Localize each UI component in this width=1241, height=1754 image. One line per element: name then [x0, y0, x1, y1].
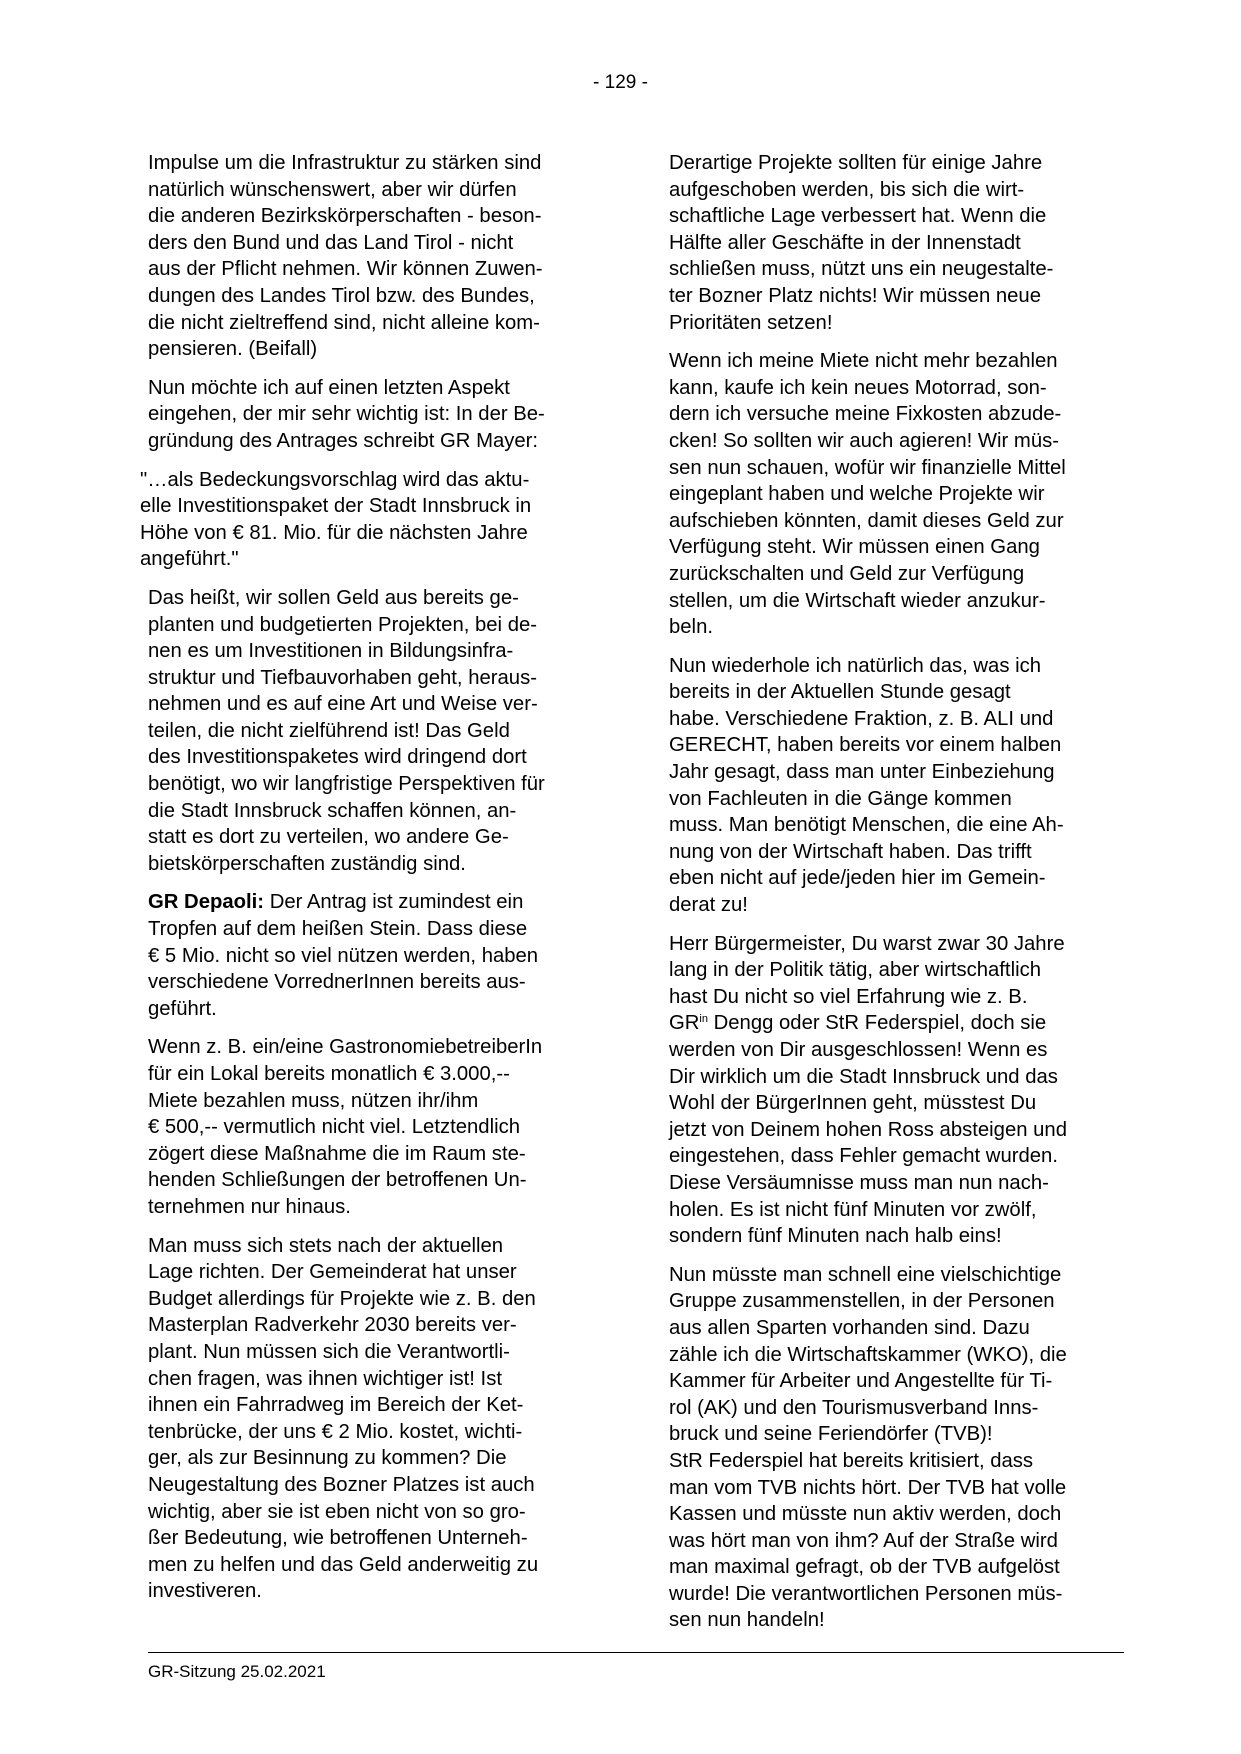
text-line: dern ich versuche meine Fixkosten abzude-	[669, 403, 1062, 426]
text-line: man maximal gefragt, ob der TVB aufgelöst	[669, 1556, 1060, 1579]
text-line: holen. Es ist nicht fünf Minuten vor zwölf,	[669, 1198, 1037, 1221]
text-line: ders den Bund und das Land Tirol - nicht	[148, 231, 514, 254]
text-line: Höhe von € 81. Mio. für die nächsten Jahre	[140, 521, 528, 544]
text-line: bereits in der Aktuellen Stunde gesagt	[669, 681, 1011, 704]
text-line: Herr Bürgermeister, Du warst zwar 30 Jahre	[669, 932, 1065, 955]
text-line: Das heißt, wir sollen Geld aus bereits ge-	[148, 586, 519, 609]
text-line: Wohl der BürgerInnen geht, müsstest Du	[669, 1092, 1037, 1115]
right-column	[669, 150, 1124, 1646]
text-line: aufschieben könnten, damit dieses Geld zur	[669, 509, 1064, 532]
text-line: Neugestaltung des Bozner Platzes ist auch	[148, 1473, 535, 1496]
text-line: Wenn z. B. ein/eine GastronomiebetreiberIn	[148, 1036, 543, 1059]
text-line: stellen, um die Wirtschaft wieder anzukur-	[669, 589, 1046, 612]
text-line: die anderen Bezirkskörperschaften - beson-	[148, 205, 542, 228]
text-line: € 5 Mio. nicht so viel nützen werden, haben	[148, 944, 539, 967]
text-line: dungen des Landes Tirol bzw. des Bundes,	[148, 284, 535, 307]
text-line: die nicht zieltreffend sind, nicht alleine kom-	[148, 311, 540, 334]
text-line: sondern fünf Minuten nach halb eins!	[669, 1225, 1002, 1248]
text-line: zähle ich die Wirtschaftskammer (WKO), die	[669, 1343, 1067, 1366]
text-line: jetzt von Deinem hohen Ross absteigen und	[669, 1118, 1067, 1141]
text-line: Jahr gesagt, dass man unter Einbeziehung	[669, 761, 1055, 784]
text-line: ternehmen nur hinaus.	[148, 1195, 351, 1218]
text-line: sen nun schauen, wofür wir finanzielle Mittel	[669, 456, 1066, 479]
text-line: wichtig, aber sie ist eben nicht von so gro-	[148, 1500, 526, 1523]
text-line: des Investitionspaketes wird dringend dort	[148, 746, 527, 769]
text-line: Budget allerdings für Projekte wie z. B. den	[148, 1287, 536, 1310]
paragraph	[148, 375, 600, 455]
paragraph	[669, 348, 1124, 641]
text-line: cken! So sollten wir auch agieren! Wir müs-	[669, 429, 1059, 452]
text-line: zurückschalten und Geld zur Verfügung	[669, 562, 1025, 585]
text-line: elle Investitionspaket der Stadt Innsbruck in	[140, 495, 532, 518]
text-line: Derartige Projekte sollten für einige Jahre	[669, 152, 1043, 174]
text-line: die Stadt Innsbruck schaffen können, an-	[148, 799, 517, 822]
text-line: man vom TVB nichts hört. Der TVB hat volle	[669, 1476, 1067, 1499]
text-line: bruck und seine Feriendörfer (TVB)!	[669, 1423, 993, 1446]
text-line: zögert diese Maßnahme die im Raum ste-	[148, 1142, 526, 1165]
text-line: aufgeschoben werden, bis sich die wirt-	[669, 178, 1025, 201]
page-number: - 129 -	[593, 72, 648, 93]
text-line: ihnen ein Fahrradweg im Bereich der Ket-	[148, 1394, 524, 1417]
text-line: Tropfen auf dem heißen Stein. Dass diese	[148, 918, 528, 941]
text-line: ger, als zur Besinnung zu kommen? Die	[148, 1447, 507, 1470]
footer-divider	[148, 1652, 1124, 1653]
text-line: schaftliche Lage verbessert hat. Wenn die	[669, 205, 1047, 228]
speaker-line	[148, 889, 600, 916]
title-abbrev: GR	[669, 1012, 700, 1035]
text-line: Kammer für Arbeiter und Angestellte für Ti-	[669, 1370, 1053, 1393]
text-line: aus allen Sparten vorhanden sind. Dazu	[669, 1316, 1030, 1339]
paragraph	[148, 585, 600, 878]
text-line: henden Schließungen der betroffenen Un-	[148, 1169, 527, 1192]
left-column	[140, 150, 600, 1617]
text-line: habe. Verschiedene Fraktion, z. B. ALI und	[669, 707, 1054, 730]
text-line: € 500,-- vermutlich nicht viel. Letztendlich	[148, 1116, 520, 1139]
text-line: schließen muss, nützt uns ein neugestalte-	[669, 258, 1054, 281]
text-line: "…als Bedeckungsvorschlag wird das aktu-	[140, 468, 530, 491]
text-line: ßer Bedeutung, wie betroffenen Unterneh-	[148, 1527, 528, 1550]
text-line: derat zu!	[669, 894, 748, 917]
text-line: investiveren.	[148, 1580, 262, 1603]
speaker-name: GR Depaoli:	[148, 891, 265, 914]
text-line: statt es dort zu verteilen, wo andere Ge-	[148, 826, 509, 849]
text-line: wurde! Die verantwortlichen Personen müs-	[669, 1582, 1063, 1605]
text-line: rol (AK) und den Tourismusverband Inns-	[669, 1396, 1039, 1419]
paragraph	[669, 653, 1124, 919]
paragraph	[669, 150, 1124, 336]
paragraph	[669, 1262, 1124, 1634]
text-line: verschiedene VorrednerInnen bereits aus-	[148, 971, 526, 994]
text-line: hast Du nicht so viel Erfahrung wie z. B.	[669, 985, 1028, 1008]
text-line: eingestehen, dass Fehler gemacht wurden.	[669, 1145, 1058, 1168]
text-line: angeführt."	[140, 548, 239, 571]
paragraph	[148, 1034, 600, 1220]
text-line: benötigt, wo wir langfristige Perspektiven für	[148, 773, 545, 796]
text-line: was hört man von ihm? Auf der Straße wird	[669, 1529, 1058, 1552]
text-line: beln.	[669, 616, 713, 639]
paragraph	[148, 1233, 600, 1605]
text-line: Nun müsste man schnell eine vielschichtige	[669, 1263, 1062, 1286]
text-line: Miete bezahlen muss, nützen ihr/ihm	[148, 1089, 479, 1112]
text-line: bietskörperschaften zuständig sind.	[148, 852, 466, 875]
text-line: Hälfte aller Geschäfte in der Innenstadt	[669, 231, 1021, 254]
text-line: sen nun handeln!	[669, 1609, 825, 1632]
text-line: werden von Dir ausgeschlossen! Wenn es	[669, 1039, 1048, 1061]
text-line: ter Bozner Platz nichts! Wir müssen neue	[669, 284, 1041, 307]
text-line: Nun wiederhole ich natürlich das, was ich	[669, 654, 1042, 677]
title-superscript: in	[699, 1013, 708, 1026]
text-line: lang in der Politik tätig, aber wirtschaftlich	[669, 959, 1041, 982]
text-line: Kassen und müsste nun aktiv werden, doch	[669, 1503, 1062, 1526]
text-line: Dir wirklich um die Stadt Innsbruck und das	[669, 1065, 1058, 1088]
text-line: GERECHT, haben bereits vor einem halben	[669, 734, 1062, 757]
text-line: von Fachleuten in die Gänge kommen	[669, 787, 1012, 810]
text-line: Impulse um die Infrastruktur zu stärken sind	[148, 152, 542, 174]
text-line: eingehen, der mir sehr wichtig ist: In der Be-	[148, 403, 545, 426]
quotation	[140, 467, 600, 573]
text-line: Lage richten. Der Gemeinderat hat unser	[148, 1261, 517, 1284]
text-line: teilen, die nicht zielführend ist! Das Geld	[148, 719, 510, 742]
text-line: Masterplan Radverkehr 2030 bereits ver-	[148, 1314, 517, 1337]
text-line: chen fragen, was ihnen wichtiger ist! Ist	[148, 1367, 502, 1390]
text-line: kann, kaufe ich kein neues Motorrad, son-	[669, 376, 1047, 399]
speaker-paragraph	[148, 889, 600, 1022]
text-line: Nun möchte ich auf einen letzten Aspekt	[148, 376, 510, 399]
text-line: nung von der Wirtschaft haben. Das trifft	[669, 840, 1032, 863]
paragraph-continuation	[669, 1037, 1124, 1250]
text-line: pensieren. (Beifall)	[148, 338, 318, 361]
footer-session-date: GR-Sitzung 25.02.2021	[148, 1662, 326, 1681]
paragraph	[669, 931, 1124, 1250]
text-line: gründung des Antrages schreibt GR Mayer:	[148, 429, 539, 452]
text-line: men zu helfen und das Geld anderweitig zu	[148, 1553, 539, 1576]
text-line: muss. Man benötigt Menschen, die eine Ah-	[669, 814, 1064, 837]
text-line: Man muss sich stets nach der aktuellen	[148, 1234, 504, 1257]
text-line: tenbrücke, der uns € 2 Mio. kostet, wichti-	[148, 1420, 523, 1443]
text-line: Wenn ich meine Miete nicht mehr bezahlen	[669, 350, 1058, 373]
text-line: Diese Versäumnisse muss man nun nach-	[669, 1171, 1049, 1194]
paragraph	[148, 150, 600, 363]
paragraph-continuation	[148, 916, 600, 1022]
text-line: Gruppe zusammenstellen, in der Personen	[669, 1290, 1055, 1313]
text-line: Der Antrag ist zumindest ein	[264, 891, 524, 914]
text-line: für ein Lokal bereits monatlich € 3.000,--	[148, 1063, 510, 1085]
text-line: aus der Pflicht nehmen. Wir können Zuwen-	[148, 258, 543, 281]
text-line: StR Federspiel hat bereits kritisiert, dass	[669, 1449, 1034, 1472]
text-fragment: Dengg oder StR Federspiel, doch sie	[707, 1012, 1047, 1035]
text-line	[669, 1010, 1124, 1037]
text-line: nen es um Investitionen in Bildungsinfra-	[148, 640, 514, 663]
text-line: struktur und Tiefbauvorhaben geht, heraus-	[148, 666, 537, 689]
text-line: eben nicht auf jede/jeden hier im Gemein-	[669, 867, 1046, 890]
text-line: geführt.	[148, 997, 217, 1020]
text-line: plant. Nun müssen sich die Verantwortli-	[148, 1340, 510, 1363]
text-line: Verfügung steht. Wir müssen einen Gang	[669, 536, 1040, 559]
text-line: nehmen und es auf eine Art und Weise ver-	[148, 693, 538, 716]
text-line: eingeplant haben und welche Projekte wir	[669, 483, 1045, 506]
text-line: planten und budgetierten Projekten, bei de-	[148, 613, 538, 636]
text-line: natürlich wünschenswert, aber wir dürfen	[148, 178, 517, 201]
text-line: Prioritäten setzen!	[669, 311, 833, 334]
